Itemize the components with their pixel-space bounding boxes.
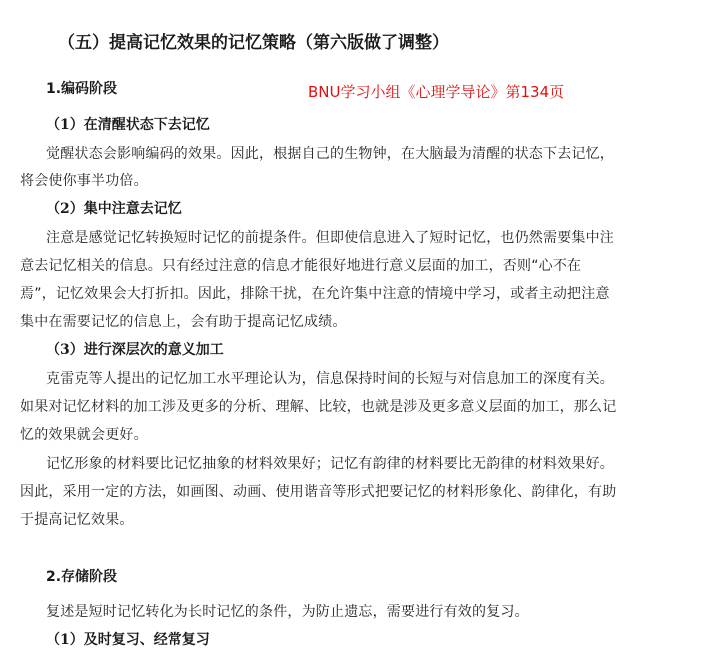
paragraph-line: 集中在需要记忆的信息上，会有助于提高记忆成绩。 [20,314,347,330]
section-heading-encoding: 1.编码阶段 [46,81,118,97]
subheading-deep-processing: （3）进行深层次的意义加工 [46,342,224,358]
paragraph-line: 注意是感觉记忆转换短时记忆的前提条件。但即使信息进入了短时记忆，也仍然需要集中注 [46,230,614,246]
subheading-timely-review: （1）及时复习、经常复习 [46,632,210,648]
subheading-alert-state: （1）在清醒状态下去记忆 [46,117,210,133]
paragraph-line: 忆的效果就会更好。 [20,427,148,443]
paragraph-line: 如果对记忆材料的加工涉及更多的分析、理解、比较，也就是涉及更多意义层面的加工，那么记 [20,399,617,415]
paragraph-line: 因此，采用一定的方法，如画图、动画、使用谐音等形式把要记忆的材料形象化、韵律化，有助 [20,484,617,500]
page-title: （五）提高记忆效果的记忆策略（第六版做了调整） [58,33,449,53]
subheading-focus-attention: （2）集中注意去记忆 [46,201,182,217]
paragraph-line: 觉醒状态会影响编码的效果。因此，根据自己的生物钟，在大脑最为清醒的状态下去记忆， [46,146,614,162]
paragraph-line: 于提高记忆效果。 [20,512,134,528]
paragraph-line: 将会使你事半功倍。 [20,173,148,189]
paragraph-line: 意去记忆相关的信息。只有经过注意的信息才能很好地进行意义层面的加工，否则“心不在 [20,258,582,274]
paragraph-line: 焉”，记忆效果会大打折扣。因此，排除干扰，在允许集中注意的情境中学习，或者主动把注意 [20,286,610,302]
paragraph-line: 复述是短时记忆转化为长时记忆的条件，为防止遗忘，需要进行有效的复习。 [46,604,529,620]
source-note: BNU学习小组《心理学导论》第134页 [308,83,565,101]
paragraph-line: 记忆形象的材料要比记忆抽象的材料效果好；记忆有韵律的材料要比无韵律的材料效果好。 [46,456,614,472]
paragraph-line: 克雷克等人提出的记忆加工水平理论认为，信息保持时间的长短与对信息加工的深度有关。 [46,371,614,387]
section-heading-storage: 2.存储阶段 [46,569,118,585]
